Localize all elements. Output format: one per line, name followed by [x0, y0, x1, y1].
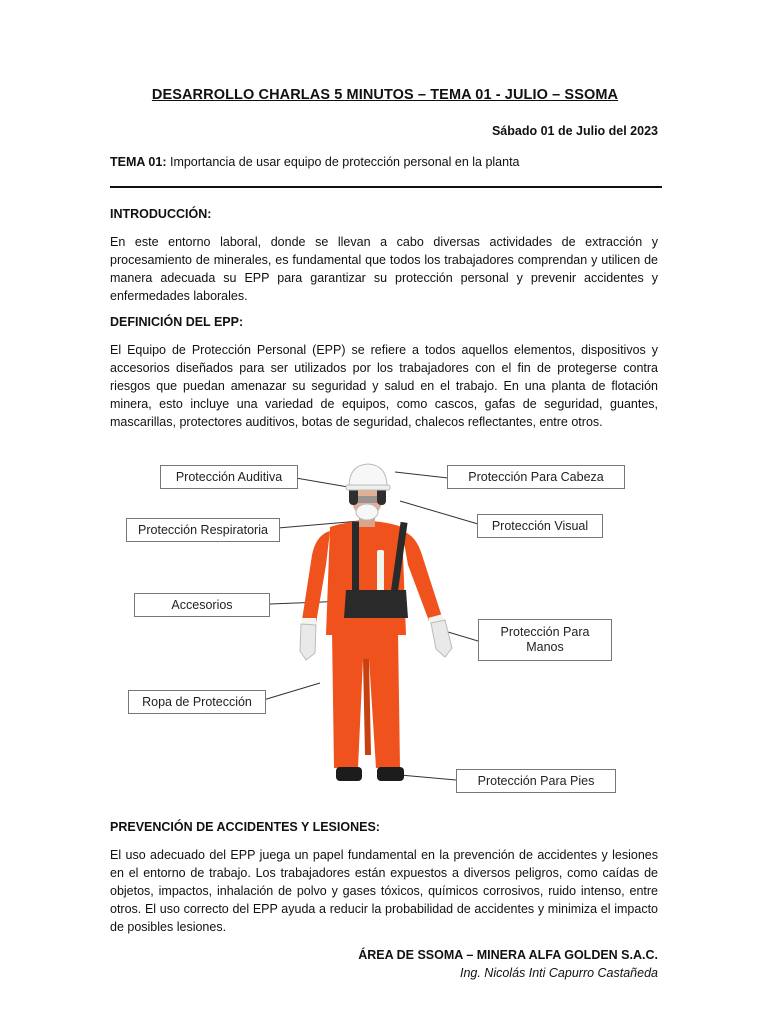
label-visual: Protección Visual: [477, 514, 603, 538]
definition-paragraph: El Equipo de Protección Personal (EPP) se refiere a todos aquellos elementos, dispositivos y accesorios diseñados para ser utilizados por los trabajadores con el fin de protegerse contra riesgos que puedan amenazar su seguridad y salud en el trabajo. En una planta de flotación minera, esto incluye una variedad de equipos, como cascos, gafas de seguridad, guantes, mascarillas, protectores auditivos, botas de seguridad, chalecos reflectantes, entre otros.: [110, 343, 658, 429]
document-title: DESARROLLO CHARLAS 5 MINUTOS – TEMA 01 - JULIO – SSOMA: [151, 87, 619, 103]
prevention-heading: PREVENCIÓN DE ACCIDENTES Y LESIONES:: [110, 820, 380, 834]
footer-area: ÁREA DE SSOMA – MINERA ALFA GOLDEN S.A.C.: [358, 948, 658, 962]
label-cabeza: Protección Para Cabeza: [447, 465, 625, 489]
prevention-paragraph: El uso adecuado del EPP juega un papel fundamental en la prevención de accidentes y lesiones en el entorno de trabajo. Los trabajadores están expuestos a diversos peligros, como caídas de objetos, impactos, inhalación de polvo y gases tóxicos, químicos corrosivos, ruido intenso, entre otros. El uso correcto del EPP ayuda a reducir la probabilidad de accidentes y minimiza el impacto de posibles lesiones.: [110, 848, 658, 934]
line-cabeza: [395, 472, 448, 478]
label-ropa: Ropa de Protección: [128, 690, 266, 714]
horizontal-divider: [110, 186, 662, 188]
line-ropa: [260, 683, 320, 701]
line-visual: [400, 501, 478, 524]
ppe-figure: [120, 455, 640, 795]
worker-figure: [300, 464, 452, 781]
intro-paragraph: En este entorno laboral, donde se llevan a cabo diversas actividades de extracción y procesamiento de minerales, es fundamental que todos los trabajadores comprendan y utilicen de manera adecuada su EPP para garantizar su protección personal y prevenir accidentes y enfermedades laborales.: [110, 235, 658, 303]
line-auditiva: [290, 477, 354, 488]
document-date: Sábado 01 de Julio del 2023: [491, 124, 658, 138]
footer-author: Ing. Nicolás Inti Capurro Castañeda: [459, 966, 658, 980]
intro-heading: INTRODUCCIÓN:: [110, 207, 212, 221]
line-manos: [448, 632, 478, 641]
label-accesorios: Accesorios: [134, 593, 270, 617]
topic-text: Importancia de usar equipo de protección personal en la planta: [166, 155, 520, 169]
label-auditiva: Protección Auditiva: [160, 465, 298, 489]
topic-line: [110, 155, 520, 169]
label-manos: Protección Para Manos: [478, 619, 612, 661]
definition-heading: DEFINICIÓN DEL EPP:: [110, 315, 244, 329]
label-pies: Protección Para Pies: [456, 769, 616, 793]
line-pies: [400, 775, 456, 780]
topic-label: TEMA 01:: [110, 155, 167, 169]
label-respiratoria: Protección Respiratoria: [126, 518, 280, 542]
